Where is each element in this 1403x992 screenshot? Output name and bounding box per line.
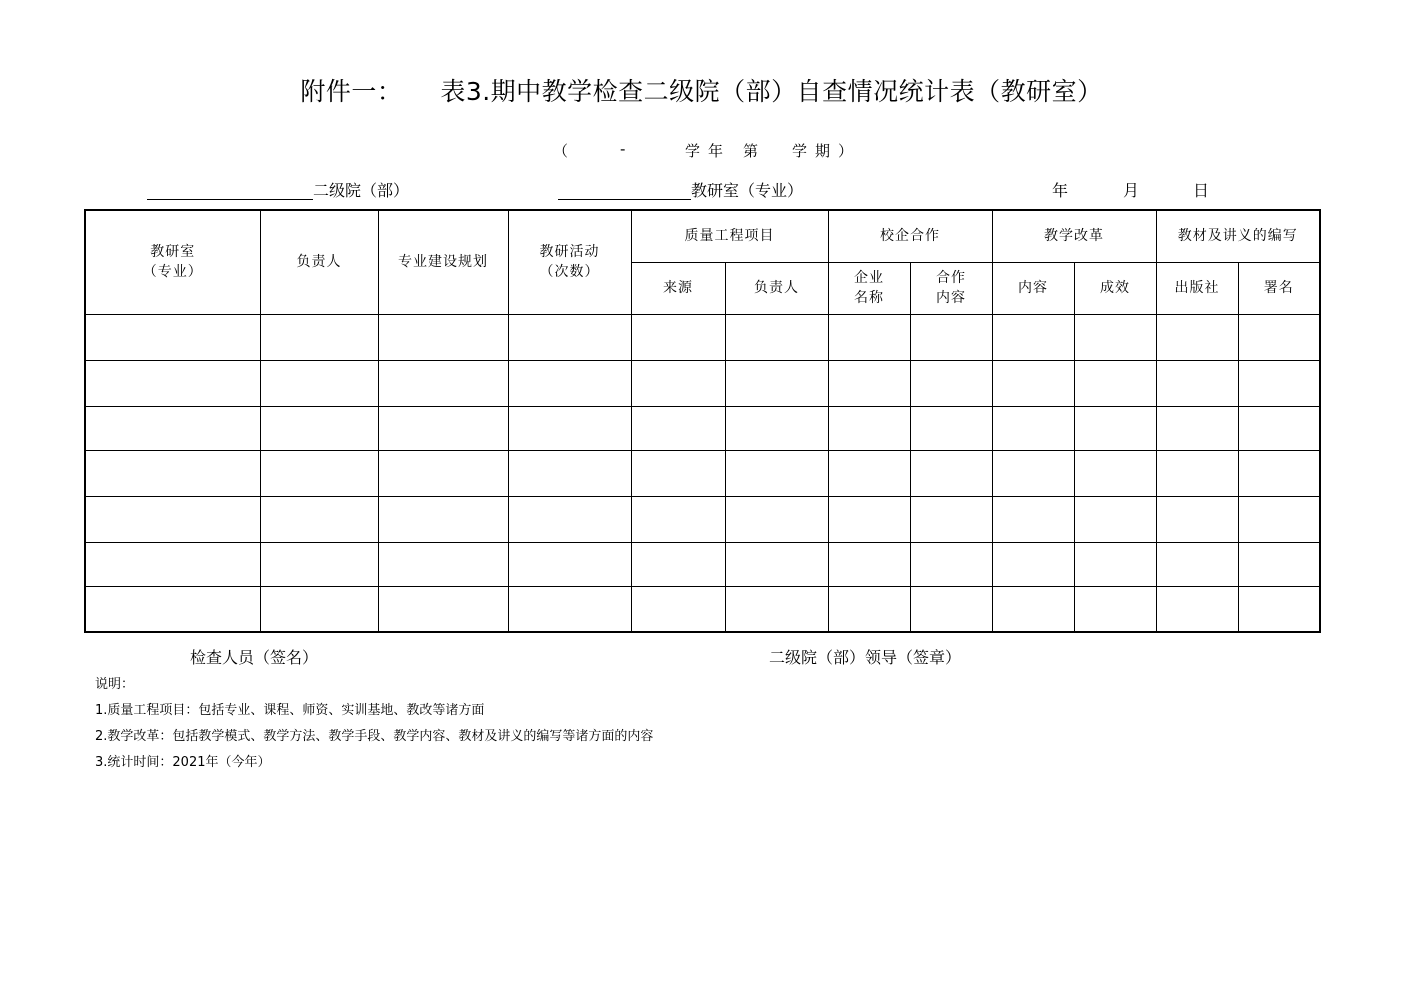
table-cell[interactable] bbox=[508, 496, 631, 542]
leader-signature-label: 二级院（部）领导（签章） bbox=[769, 648, 962, 667]
table-cell[interactable] bbox=[725, 450, 828, 496]
table-cell[interactable] bbox=[260, 406, 378, 450]
table-cell[interactable] bbox=[260, 586, 378, 632]
table-cell[interactable] bbox=[725, 586, 828, 632]
table-cell[interactable] bbox=[508, 450, 631, 496]
table-cell[interactable] bbox=[260, 360, 378, 406]
table-row bbox=[85, 542, 1320, 586]
table-cell[interactable] bbox=[1156, 450, 1238, 496]
table-cell[interactable] bbox=[85, 314, 260, 360]
table-cell[interactable] bbox=[378, 586, 508, 632]
table-cell[interactable] bbox=[992, 450, 1074, 496]
table-cell[interactable] bbox=[1156, 542, 1238, 586]
table-cell[interactable] bbox=[725, 542, 828, 586]
table-cell[interactable] bbox=[992, 586, 1074, 632]
table-cell[interactable] bbox=[828, 496, 910, 542]
table-cell[interactable] bbox=[1074, 406, 1156, 450]
year-label: 年 bbox=[1052, 181, 1069, 200]
table-cell[interactable] bbox=[631, 314, 725, 360]
table-cell[interactable] bbox=[992, 314, 1074, 360]
table-cell[interactable] bbox=[85, 542, 260, 586]
header-plan: 专业建设规划 bbox=[378, 210, 508, 314]
table-cell[interactable] bbox=[631, 360, 725, 406]
sub-source: 来源 bbox=[631, 262, 725, 314]
header-textbook: 教材及讲义的编写 bbox=[1156, 210, 1320, 262]
table-cell[interactable] bbox=[828, 360, 910, 406]
table-cell[interactable] bbox=[910, 542, 992, 586]
table-cell[interactable] bbox=[508, 586, 631, 632]
header-office: 教研室 （专业） bbox=[85, 210, 260, 314]
table-cell[interactable] bbox=[1074, 314, 1156, 360]
table-cell[interactable] bbox=[631, 450, 725, 496]
table-cell[interactable] bbox=[85, 406, 260, 450]
header-coop: 校企合作 bbox=[828, 210, 992, 262]
year-open-paren: （ bbox=[553, 142, 569, 160]
sub-content: 内容 bbox=[992, 262, 1074, 314]
table-cell[interactable] bbox=[910, 314, 992, 360]
table-row bbox=[85, 586, 1320, 632]
table-cell[interactable] bbox=[378, 542, 508, 586]
table-cell[interactable] bbox=[85, 360, 260, 406]
table-cell[interactable] bbox=[631, 586, 725, 632]
year-dash: - bbox=[620, 140, 626, 158]
table-cell[interactable] bbox=[631, 496, 725, 542]
table-cell[interactable] bbox=[85, 586, 260, 632]
table-cell[interactable] bbox=[1074, 496, 1156, 542]
table-cell[interactable] bbox=[910, 450, 992, 496]
table-cell[interactable] bbox=[260, 314, 378, 360]
info-row bbox=[0, 178, 1403, 204]
note-item-2: 2.教学改革：包括教学模式、教学方法、教学手段、教学内容、教材及讲义的编写等诸方面的内容 bbox=[95, 729, 654, 744]
sub-publisher: 出版社 bbox=[1156, 262, 1238, 314]
notes bbox=[95, 672, 653, 776]
table-cell[interactable] bbox=[631, 542, 725, 586]
table-cell[interactable] bbox=[378, 314, 508, 360]
table-cell[interactable] bbox=[85, 496, 260, 542]
header-activity: 教研活动 （次数） bbox=[508, 210, 631, 314]
sub-author: 署名 bbox=[1238, 262, 1320, 314]
table-cell[interactable] bbox=[910, 496, 992, 542]
table-cell[interactable] bbox=[992, 496, 1074, 542]
table-row bbox=[85, 360, 1320, 406]
note-item-1: 1.质量工程项目：包括专业、课程、师资、实训基地、教改等诸方面 bbox=[95, 703, 485, 718]
xueqi-label: 学期） bbox=[792, 142, 862, 160]
table-cell[interactable] bbox=[828, 586, 910, 632]
table-cell[interactable] bbox=[631, 406, 725, 450]
header-leader: 负责人 bbox=[260, 210, 378, 314]
statistics-table bbox=[84, 209, 1321, 633]
table-cell[interactable] bbox=[508, 314, 631, 360]
page-title bbox=[0, 72, 1403, 108]
table-cell[interactable] bbox=[1074, 586, 1156, 632]
table-cell[interactable] bbox=[1156, 360, 1238, 406]
office-blank-line bbox=[558, 199, 691, 200]
table-cell[interactable] bbox=[992, 406, 1074, 450]
table-cell[interactable] bbox=[910, 360, 992, 406]
table-cell[interactable] bbox=[725, 314, 828, 360]
table-cell[interactable] bbox=[828, 542, 910, 586]
inspector-signature-label: 检查人员（签名） bbox=[190, 648, 319, 667]
sub-coop-content: 合作 内容 bbox=[910, 262, 992, 314]
table-cell[interactable] bbox=[378, 406, 508, 450]
table-cell[interactable] bbox=[1074, 360, 1156, 406]
table-cell[interactable] bbox=[85, 450, 260, 496]
table-cell[interactable] bbox=[508, 542, 631, 586]
table-cell[interactable] bbox=[910, 586, 992, 632]
table-cell[interactable] bbox=[1156, 314, 1238, 360]
xuenian-label: 学年 bbox=[685, 142, 732, 160]
table-cell[interactable] bbox=[1156, 406, 1238, 450]
table-row bbox=[85, 496, 1320, 542]
table-cell[interactable] bbox=[992, 360, 1074, 406]
table-cell[interactable] bbox=[725, 360, 828, 406]
sub-effect: 成效 bbox=[1074, 262, 1156, 314]
month-label: 月 bbox=[1123, 181, 1140, 200]
header-quality: 质量工程项目 bbox=[631, 210, 828, 262]
table-cell[interactable] bbox=[1074, 542, 1156, 586]
college-label: 二级院（部） bbox=[313, 181, 410, 200]
table-cell[interactable] bbox=[725, 406, 828, 450]
table-row bbox=[85, 406, 1320, 450]
title-main: 表3.期中教学检查二级院（部）自查情况统计表（教研室） bbox=[440, 77, 1103, 106]
table-cell[interactable] bbox=[828, 406, 910, 450]
di-label: 第 bbox=[743, 142, 759, 160]
notes-heading: 说明： bbox=[95, 677, 135, 692]
table-cell[interactable] bbox=[1156, 496, 1238, 542]
table-row bbox=[85, 314, 1320, 360]
sub-company-name: 企业 名称 bbox=[828, 262, 910, 314]
table-cell[interactable] bbox=[1238, 496, 1320, 542]
college-blank-line bbox=[147, 199, 313, 200]
table-cell[interactable] bbox=[1238, 406, 1320, 450]
table-cell[interactable] bbox=[1238, 314, 1320, 360]
sub-leader: 负责人 bbox=[725, 262, 828, 314]
table-body bbox=[85, 314, 1320, 632]
table-cell[interactable] bbox=[260, 496, 378, 542]
table-cell[interactable] bbox=[508, 406, 631, 450]
table-cell[interactable] bbox=[828, 314, 910, 360]
table-cell[interactable] bbox=[260, 542, 378, 586]
table-cell[interactable] bbox=[260, 450, 378, 496]
table-cell[interactable] bbox=[378, 360, 508, 406]
table-cell[interactable] bbox=[378, 496, 508, 542]
table-cell[interactable] bbox=[992, 542, 1074, 586]
table-cell[interactable] bbox=[508, 360, 631, 406]
table-cell[interactable] bbox=[1238, 450, 1320, 496]
title-prefix: 附件一： bbox=[300, 77, 403, 106]
table-cell[interactable] bbox=[725, 496, 828, 542]
table-cell[interactable] bbox=[1238, 360, 1320, 406]
table-cell[interactable] bbox=[1238, 586, 1320, 632]
table-cell[interactable] bbox=[1074, 450, 1156, 496]
header-row-1 bbox=[85, 210, 1320, 262]
table-cell[interactable] bbox=[1156, 586, 1238, 632]
header-reform: 教学改革 bbox=[992, 210, 1156, 262]
table-cell[interactable] bbox=[910, 406, 992, 450]
table-cell[interactable] bbox=[1238, 542, 1320, 586]
note-item-3: 3.统计时间：2021年（今年） bbox=[95, 755, 271, 770]
office-label: 教研室（专业） bbox=[691, 181, 804, 200]
table-cell[interactable] bbox=[378, 450, 508, 496]
table-cell[interactable] bbox=[828, 450, 910, 496]
day-label: 日 bbox=[1193, 181, 1210, 200]
table-row bbox=[85, 450, 1320, 496]
